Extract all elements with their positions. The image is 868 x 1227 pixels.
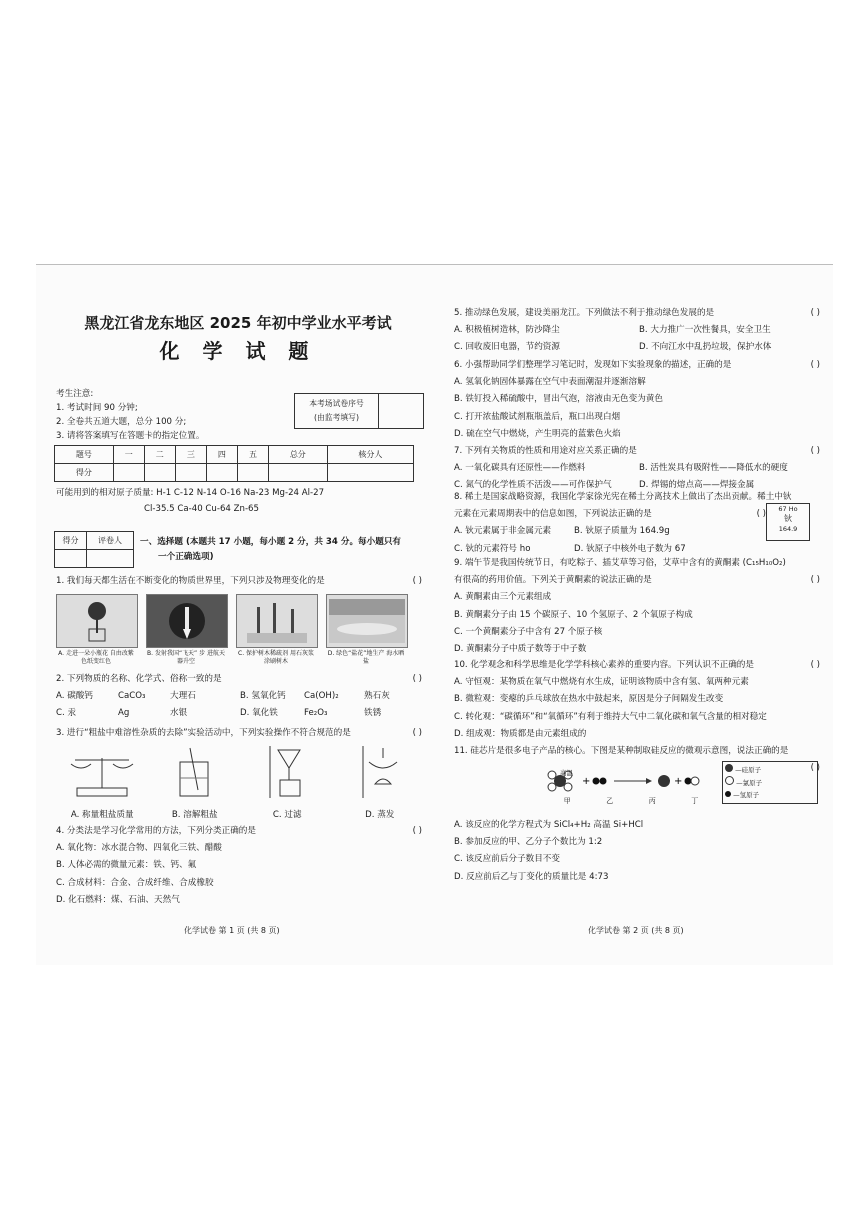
option: D. 硫在空气中燃烧，产生明亮的蓝紫色火焰 xyxy=(454,428,621,439)
subject-title: 化 学 试 题 xyxy=(159,339,317,363)
note-line: 考生注意: xyxy=(56,389,94,399)
rocket-launch-image xyxy=(146,594,228,648)
q3-apparatus xyxy=(56,744,426,824)
question-8 xyxy=(454,489,824,558)
question-2 xyxy=(56,671,426,723)
salt-pan-image xyxy=(326,594,408,648)
answer-parens[interactable]: ( ) xyxy=(412,576,422,586)
note-line: 3. 请将答案填写在答题卡的指定位置。 xyxy=(56,431,205,441)
options: A. 钬元素属于非金属元素 B. 钬原子质量为 164.9g C. 钬的元素符号 ho D. 钬原子中核外电子数为 67 xyxy=(454,526,686,554)
option: A. 氢氧化钠固体暴露在空气中表面潮湿并逐渐溶解 xyxy=(454,377,646,388)
score-header: 三 xyxy=(175,446,206,464)
molecule-labels: 甲 乙 丙 丁 xyxy=(563,797,699,805)
beaker-icon xyxy=(170,744,220,800)
svg-text:+: + xyxy=(674,776,683,787)
svg-text:+: + xyxy=(582,776,591,787)
question-stem: 7. 下列有关物质的性质和用途对应关系正确的是 xyxy=(454,446,637,456)
atomic-masses: 可能用到的相对原子质量: H-1 C-12 N-14 O-16 Na-23 Mg-24 Al-27 Cl-35.5 Ca-40 Cu-64 Zn-65 xyxy=(56,488,325,514)
apparatus-caption: A. 称量粗盐质量 xyxy=(70,810,134,821)
answer-parens[interactable]: ( ) xyxy=(810,575,820,585)
option: C. 合成材料：合金、合成纤维、合成橡胶 xyxy=(56,877,214,888)
answer-parens[interactable]: ( ) xyxy=(412,826,422,836)
option: C. 转化观：“碳循环”和“氧循环”有利于维持大气中二氧化碳和氧气含量的相对稳定 xyxy=(454,711,767,722)
score-cell[interactable] xyxy=(175,464,206,482)
option: B. 铁钉投入稀硫酸中，冒出气泡，溶液由无色变为黄色 xyxy=(454,394,664,405)
question-stem: 5. 推动绿色发展，建设美丽龙江。下列做法不利于推动绿色发展的是 xyxy=(454,308,715,318)
seat-number-box[interactable] xyxy=(294,393,424,429)
answer-parens[interactable]: ( ) xyxy=(810,360,820,370)
score-row-label: 得分 xyxy=(55,464,114,482)
score-cell[interactable] xyxy=(268,464,327,482)
answer-parens[interactable]: ( ) xyxy=(412,674,422,684)
score-header: 五 xyxy=(237,446,268,464)
exam-sheet xyxy=(36,264,833,965)
q1-images xyxy=(56,594,426,666)
score-cell[interactable] xyxy=(237,464,268,482)
option: B. 微粒观：变瘪的乒乓球放在热水中鼓起来，原因是分子间隔发生改变 xyxy=(454,694,724,705)
trees-image xyxy=(236,594,318,648)
score-header: 四 xyxy=(206,446,237,464)
option: A. 守恒观：某物质在氧气中燃烧有水生成，证明该物质中含有氢、氧两种元素 xyxy=(454,677,749,688)
question-5 xyxy=(454,305,824,357)
question-9 xyxy=(454,555,824,658)
grader-cell[interactable] xyxy=(86,550,133,568)
question-10 xyxy=(454,657,824,743)
evaporating-dish-icon xyxy=(355,744,405,800)
seat-number-label: 本考场试卷序号 (由监考填写) xyxy=(295,394,379,428)
question-7 xyxy=(454,443,824,495)
options: A. 一氧化碳具有还原性——作燃料 B. 活性炭具有吸附性——降低水的硬度 C. 氮气的化学性质不活泼——可作保护气 D. 焊锡的熔点高——焊接金属 xyxy=(454,463,788,491)
answer-parens[interactable]: ( ) xyxy=(810,763,820,773)
candidate-notes xyxy=(56,387,204,443)
option: C. 该反应前后分子数目不变 xyxy=(454,854,560,865)
option: B. 黄酮素分子由 15 个碳原子、10 个氢原子、2 个氧原子构成 xyxy=(454,609,693,620)
option: D. 组成观：物质都是由元素组成的 xyxy=(454,728,587,739)
question-6 xyxy=(454,357,824,443)
grader-cell[interactable] xyxy=(55,550,87,568)
answer-parens[interactable]: ( ) xyxy=(810,308,820,318)
score-cell[interactable] xyxy=(144,464,175,482)
score-header: 二 xyxy=(144,446,175,464)
question-4 xyxy=(56,823,426,909)
option: A. 该反应的化学方程式为 SiCl₄+H₂ 高温 Si+HCl xyxy=(454,820,644,830)
element-tile: 67 Ho 钬 164.9 xyxy=(766,503,810,541)
section-heading: 一、选择题 (本题共 17 小题，每小题 2 分，共 34 分。每小题只有 一个正确选项) xyxy=(140,537,402,562)
score-cell[interactable] xyxy=(113,464,144,482)
option: A. 氧化物：冰水混合物、四氧化三铁、醋酸 xyxy=(56,843,222,854)
question-stem: 元素在元素周期表中的信息如图，下列说法正确的是 xyxy=(454,509,652,520)
image-caption: C. 保护树木稀疏剂 用石灰浆涂刷树木 xyxy=(238,650,314,666)
options: A. 积极植树造林，防沙降尘 B. 大力推广一次性餐具，安全卫生 C. 回收废旧电器，节约资源 D. 不向江水中乱扔垃圾，保护水体 xyxy=(454,325,772,353)
option: B. 人体必需的微量元素：铁、钙、氟 xyxy=(56,860,197,871)
note-line: 1. 考试时间 90 分钟; xyxy=(56,403,138,413)
exam-title: 黑龙江省龙东地区 2025 年初中学业水平考试 xyxy=(84,314,392,332)
question-11-options xyxy=(454,817,824,886)
q2-options: A. 碳酸钙 CaCO₃ 大理石 B. 氢氧化钙 Ca(OH)₂ 熟石灰 C. 汞 Ag 水银 D. 氧化铁 Fe₂O₃ 铁锈 xyxy=(56,691,390,719)
page-footer: 化学试卷 第 1 页 (共 8 页) xyxy=(184,926,280,935)
apparatus-caption: C. 过滤 xyxy=(272,810,302,821)
question-stem: 有很高的药用价值。下列关于黄酮素的说法正确的是 xyxy=(454,575,652,586)
question-stem: 1. 我们每天都生活在不断变化的物质世界里，下列只涉及物理变化的是 xyxy=(56,576,325,586)
option: A. 黄酮素由三个元素组成 xyxy=(454,592,552,603)
answer-parens[interactable]: ( ) xyxy=(756,509,766,519)
page-footer: 化学试卷 第 2 页 (共 8 页) xyxy=(588,926,684,935)
atom-legend: —硅原子 —氯原子 —氢原子 xyxy=(722,761,818,804)
question-stem: 3. 进行“粗盐中难溶性杂质的去除”实验活动中，下列实验操作不符合规范的是 xyxy=(56,728,351,738)
score-cell[interactable] xyxy=(327,464,413,482)
option: D. 化石燃料：煤、石油、天然气 xyxy=(56,894,180,905)
grader-box: 得分 评卷人 xyxy=(54,531,134,568)
answer-parens[interactable]: ( ) xyxy=(412,728,422,738)
question-stem: 4. 分类法是学习化学常用的方法，下列分类正确的是 xyxy=(56,826,256,836)
question-stem: 2. 下列物质的名称、化学式、俗称一致的是 xyxy=(56,674,222,684)
question-stem: 11. 硅芯片是很多电子产品的核心。下图是某种制取硅反应的微观示意图，说法正确的是 xyxy=(454,746,789,756)
option: D. 黄酮素分子中质子数等于中子数 xyxy=(454,644,587,655)
option: C. 打开浓盐酸试剂瓶瓶盖后，瓶口出现白烟 xyxy=(454,411,621,422)
score-header: 题号 xyxy=(55,446,114,464)
question-3 xyxy=(56,725,426,825)
image-caption: B. 发射我国“飞天” 步 进航天器升空 xyxy=(147,650,225,666)
note-line: 2. 全卷共五道大题，总分 100 分; xyxy=(56,417,187,427)
score-cell[interactable] xyxy=(206,464,237,482)
score-header: 核分人 xyxy=(327,446,413,464)
score-table xyxy=(54,445,414,482)
question-stem: 10. 化学观念和科学思维是化学学科核心素养的重要内容。下列认识不正确的是 xyxy=(454,660,754,670)
score-header: 总分 xyxy=(268,446,327,464)
answer-parens[interactable]: ( ) xyxy=(810,660,820,670)
apparatus-caption: D. 蒸发 xyxy=(365,810,395,821)
image-caption: A. 走进一朵小瓶花 自由改紫色纸变红色 xyxy=(58,650,134,666)
image-caption: D. 绿色“盐花”地生产 海水晒盐 xyxy=(327,650,405,666)
score-header: 一 xyxy=(113,446,144,464)
balance-icon xyxy=(67,744,137,800)
reaction-condition: 高温 xyxy=(560,769,573,777)
flower-image xyxy=(56,594,138,648)
option: D. 反应前后乙与丁变化的质量比是 4:73 xyxy=(454,871,609,882)
question-stem: 6. 小强帮助同学们整理学习笔记时，发现如下实验现象的描述，正确的是 xyxy=(454,360,732,370)
answer-parens[interactable]: ( ) xyxy=(810,446,820,456)
option: B. 参加反应的甲、乙分子个数比为 1:2 xyxy=(454,837,603,848)
option: C. 一个黄酮素分子中含有 27 个原子核 xyxy=(454,626,603,637)
question-stem: 8. 稀土是国家战略资源，我国化学家徐光宪在稀土分离技术上做出了杰出贡献。稀土中钬 xyxy=(454,492,792,502)
question-1 xyxy=(56,573,426,666)
question-stem: 9. 端午节是我国传统节日，有吃粽子、插艾草等习俗，艾草中含有的黄酮素 (C₁₅H₁₀O₂) xyxy=(454,558,786,568)
apparatus-caption: B. 溶解粗盐 xyxy=(171,810,218,821)
filter-funnel-icon xyxy=(262,744,312,800)
